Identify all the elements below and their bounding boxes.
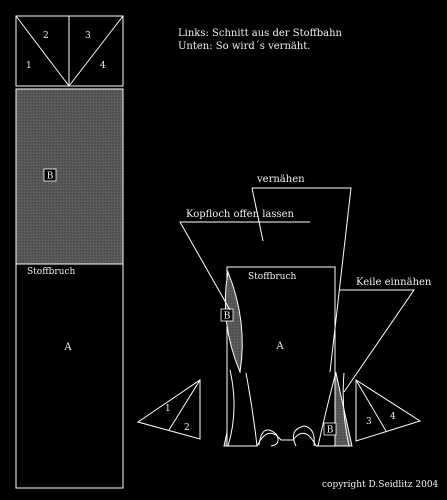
b-right-label: B [326, 425, 334, 436]
fold-label-left: Stoffbruch [27, 267, 76, 277]
gusset-label-4: 4 [100, 61, 106, 71]
gusset-divider-right [69, 16, 123, 86]
fold-label-right: Stoffbruch [248, 272, 297, 282]
right-gusset-label-4: 4 [390, 412, 396, 422]
gusset-label-2: 2 [43, 31, 49, 41]
left-gusset-label-2: 2 [184, 423, 190, 433]
gusset-label-1: 1 [26, 61, 32, 71]
gusset-label-3: 3 [85, 31, 91, 41]
copyright: copyright D.Seidlitz 2004 [322, 480, 439, 490]
section-b [16, 89, 123, 264]
section-a-label: A [64, 342, 72, 353]
b-left-label: B [223, 311, 231, 322]
right-gusset-label-3: 3 [366, 417, 372, 427]
left-gusset-label-1: 1 [165, 404, 171, 414]
section-a [16, 264, 123, 488]
caption-line-2: Unten: So wird´s vernäht. [178, 41, 311, 52]
body-label: A [276, 341, 284, 352]
right-gusset-triangle [356, 380, 420, 441]
section-b-label: B [46, 171, 54, 182]
annotation-insert-gussets: Keile einnähen [356, 277, 432, 288]
annotation-sew: vernähen [257, 174, 305, 185]
annotation-neck-hole: Kopfloch offen lassen [186, 209, 294, 220]
gusset-divider-left [16, 16, 69, 86]
cut-layout [16, 16, 123, 488]
caption-line-1: Links: Schnitt aus der Stoffbahn [178, 28, 342, 39]
leader-gussets [340, 290, 414, 392]
sewn-assembly [224, 267, 352, 446]
shirt-body [227, 267, 335, 446]
